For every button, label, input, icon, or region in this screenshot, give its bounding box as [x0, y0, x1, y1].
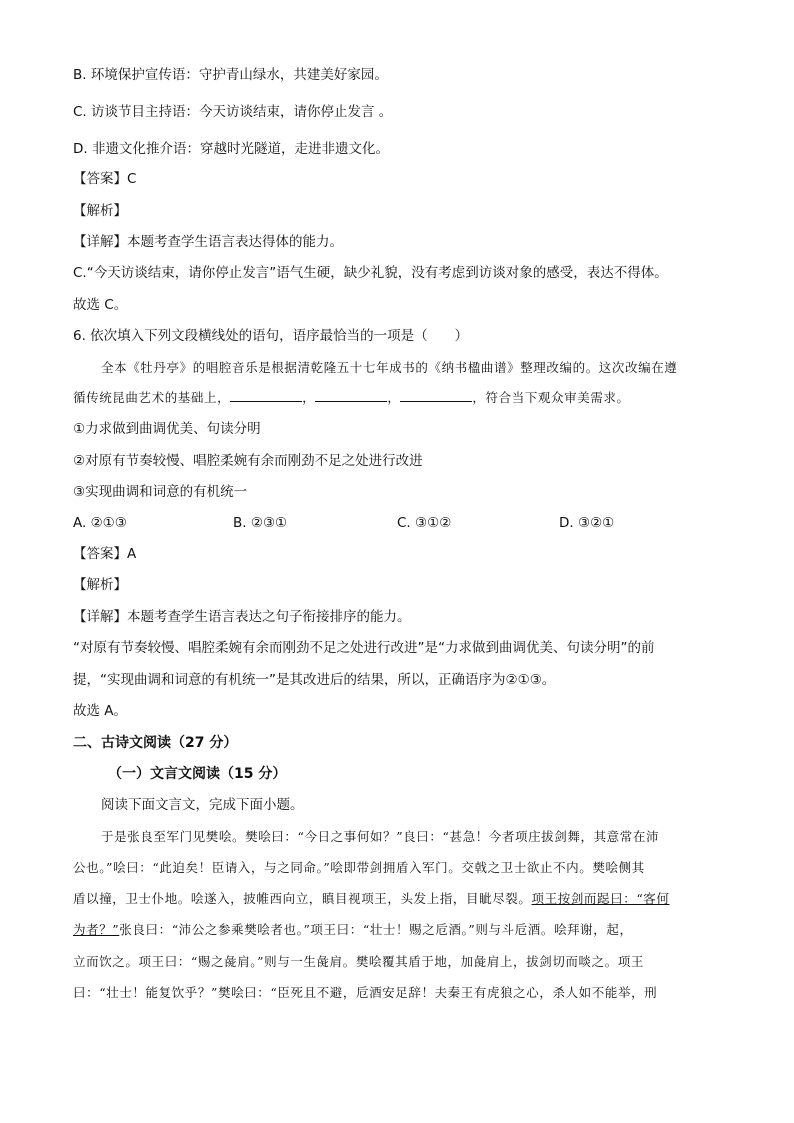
q6-analysis-heading: 【解析】 [73, 577, 127, 593]
q6-option-d: D. ③②① [559, 515, 615, 531]
q6-explanation-line-2: 提，“实现曲调和词意的有机统一”是其改进后的结果，所以，正确语序为②①③。 [73, 672, 556, 688]
q6-passage-line-2 [73, 389, 630, 407]
comma: ， [387, 390, 401, 405]
q5-explanation: C.“今天访谈结束，请你停止发言”语气生硬，缺少礼貌，没有考虑到访谈对象的感受，表达不得体。 [73, 265, 668, 281]
classical-text-line-4 [73, 921, 633, 939]
q6-item-2: ②对原有节奏较慢、唱腔柔婉有余而刚劲不足之处进行改进 [73, 453, 423, 469]
q5-option-b: B. 环境保护宣传语：守护青山绿水，共建美好家园。 [73, 67, 388, 83]
comma: ， [302, 390, 316, 405]
q5-option-d: D. 非遗文化推介语：穿越时光隧道，走进非遗文化。 [73, 141, 389, 157]
blank-3 [400, 389, 472, 402]
section-title: 二、古诗文阅读（27 分） [73, 735, 238, 751]
q6-passage-line-1: 全本《牡丹亭》的唱腔音乐是根据清乾隆五十七年成书的《纳书楹曲谱》整理改编的。这次改编在遵 [101, 360, 678, 375]
blank-1 [230, 389, 302, 402]
q6-option-c: C. ③①② [397, 515, 452, 531]
classical-text-line-6: 曰：“壮士！能复饮乎？”樊哙曰：“臣死且不避，卮酒安足辞！夫秦王有虎狼之心，杀人如不能举，刑 [73, 985, 658, 1000]
q6-item-3: ③实现曲调和词意的有机统一 [73, 484, 248, 500]
section-subtitle: （一）文言文阅读（15 分） [108, 766, 287, 782]
classical-text: 张良曰：“沛公之参乘樊哙者也。”项王曰：“壮士！赐之卮酒。”则与斗卮酒。哙拜谢，起， [119, 922, 633, 937]
q5-conclusion: 故选 C。 [73, 297, 128, 313]
q6-explanation-line-1: “对原有节奏较慢、唱腔柔婉有余而刚劲不足之处进行改进”是“力求做到曲调优美、句读分明”的前 [73, 640, 655, 656]
q6-detail: 【详解】本题考查学生语言表达之句子衔接排序的能力。 [73, 609, 411, 625]
q6-stem: 6. 依次填入下列文段横线处的语句，语序最恰当的一项是（ ） [73, 328, 469, 344]
q6-item-1: ①力求做到曲调优美、句读分明 [73, 421, 261, 437]
q6-answer: 【答案】A [73, 546, 137, 562]
classical-text: 盾以撞，卫士仆地。哙遂入，披帷西向立，瞋目视项王，头发上指，目眦尽裂。 [73, 891, 532, 906]
q6-option-b: B. ②③① [233, 515, 288, 531]
classical-text-line-2: 公也。”哙曰：“此迫矣！臣请入，与之同命。”哙即带剑拥盾入军门。交戟之卫士欲止不内。樊哙侧其 [73, 860, 645, 875]
q5-analysis-heading: 【解析】 [73, 203, 127, 219]
classical-text-line-5: 立而饮之。项王曰：“赐之彘肩。”则与一生彘肩。樊哙覆其盾于地，加彘肩上，拔剑切而啖之。项王 [73, 954, 645, 969]
q6-conclusion: 故选 A。 [73, 703, 128, 719]
classical-text-line-1: 于是张良至军门见樊哙。樊哙曰：“今日之事何如？”良曰：“甚急！今者项庄拔剑舞，其意常在沛 [101, 829, 660, 844]
q6-option-a: A. ②①③ [73, 515, 127, 531]
reading-instruction: 阅读下面文言文，完成下面小题。 [101, 797, 304, 813]
q5-option-c: C. 访谈节目主持语：今天访谈结束，请你停止发言 。 [73, 104, 393, 120]
blank-2 [315, 389, 387, 402]
underlined-sentence: 为者？” [73, 922, 120, 937]
q6-passage-text: ，符合当下观众审美需求。 [472, 390, 630, 405]
underlined-sentence: 项王按剑而跽曰：“客何 [531, 891, 670, 906]
q6-passage-text: 循传统昆曲艺术的基础上， [73, 390, 231, 405]
q5-detail: 【详解】本题考查学生语言表达得体的能力。 [73, 234, 343, 250]
classical-text-line-3 [73, 890, 670, 908]
q5-answer: 【答案】C [73, 171, 137, 187]
